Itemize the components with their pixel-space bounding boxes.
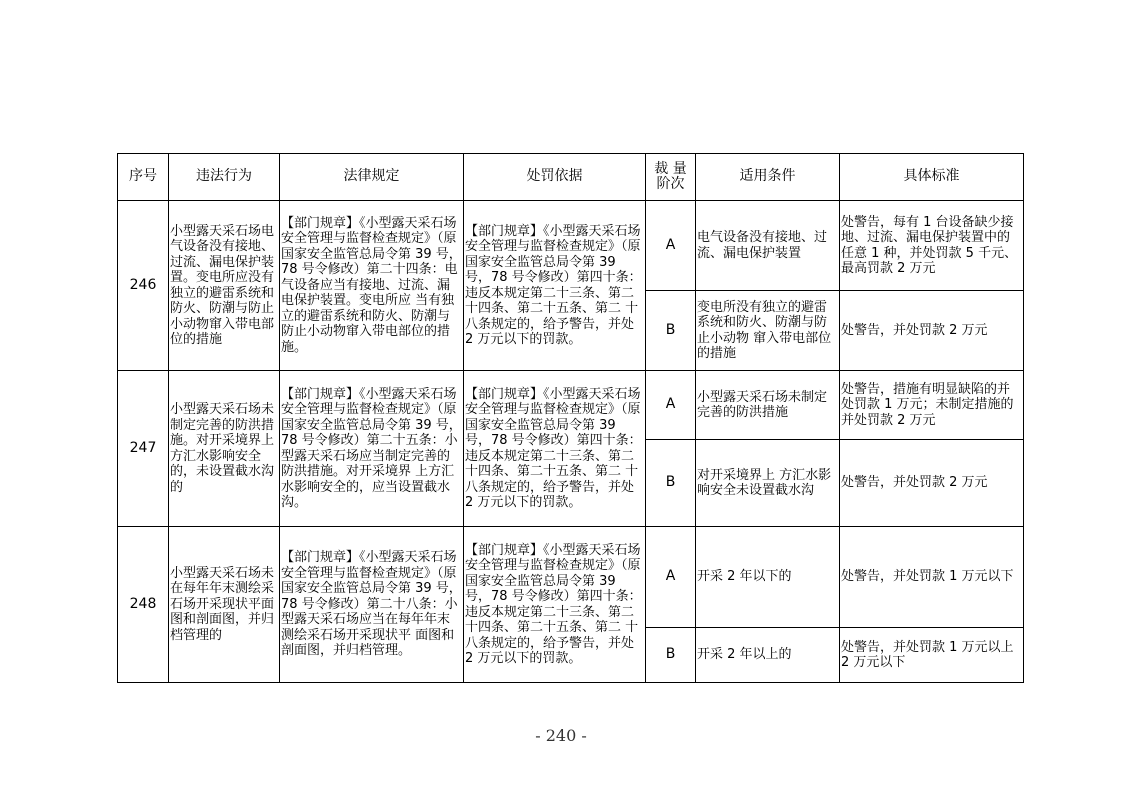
standard-cell: 处警告，并处罚款 2 万元 bbox=[840, 291, 1024, 371]
standard-cell: 处警告，每有 1 台设备缺少接地、过流、漏电保护装置中的任意 1 种，并处罚款 5 千元、 最高罚款 2 万元 bbox=[840, 201, 1024, 291]
header-law: 法律规定 bbox=[280, 154, 464, 201]
page-number: - 240 - bbox=[535, 726, 587, 745]
level-cell: A bbox=[646, 527, 696, 628]
law-text: 【部门规章】《小型露天采石场安全管理与监督检查规定》（原国家安全监管总局令第 39 号，78 号令修改）第二十八条：小型露天采石场应当在每年年末测绘采石场开采现状平 面图和剖面图，并归档管理。 bbox=[280, 527, 464, 683]
standard-cell: 处警告，并处罚款 2 万元 bbox=[840, 440, 1024, 527]
law-text: 【部门规章】《小型露天采石场安全管理与监督检查规定》（原国家安全监管总局令第 39 号，78 号令修改）第二十四条：电气设备应当有接地、过流、漏电保护装置。变电所应 当有独立的避雷系统和防火、防潮与防止小动物窜入带电部位的措施。 bbox=[280, 201, 464, 371]
header-basis: 处罚依据 bbox=[464, 154, 646, 201]
condition-cell: 电气设备没有接地、过流、漏电保护装置 bbox=[696, 201, 840, 291]
standard-cell: 处警告，并处罚款 1 万元以上 2 万元以下 bbox=[840, 628, 1024, 683]
standard-cell: 处警告，并处罚款 1 万元以下 bbox=[840, 527, 1024, 628]
condition-cell: 变电所没有独立的避雷系统和防火、防潮与防止小动物 窜入带电部位的措施 bbox=[696, 291, 840, 371]
level-cell: A bbox=[646, 371, 696, 440]
violation-text: 小型露天采石场未制定完善的防洪措施。对开采境界上方汇水影响安全的，未设置截水沟的 bbox=[169, 371, 280, 527]
condition-cell: 对开采境界上 方汇水影响安全未设置截水沟 bbox=[696, 440, 840, 527]
level-cell: B bbox=[646, 628, 696, 683]
row-number: 248 bbox=[118, 527, 169, 683]
header-cond: 适用条件 bbox=[696, 154, 840, 201]
condition-cell: 开采 2 年以下的 bbox=[696, 527, 840, 628]
table-row bbox=[118, 371, 1024, 440]
condition-cell: 小型露天采石场未制定完善的防洪措施 bbox=[696, 371, 840, 440]
level-cell: A bbox=[646, 201, 696, 291]
condition-cell: 开采 2 年以上的 bbox=[696, 628, 840, 683]
basis-text: 【部门规章】《小型露天采石场安全管理与监督检查规定》（原国家安全监管总局令第 39 号，78 号令修改）第四十条：违反本规定第二十三条、第二十四条、第二十五条、第二 十八条规定的，给予警告，并处 2 万元以下的罚款。 bbox=[464, 201, 646, 371]
law-text: 【部门规章】《小型露天采石场安全管理与监督检查规定》（原国家安全监管总局令第 39 号，78 号令修改）第二十五条：小型露天采石场应当制定完善的防洪措施。对开采境界 上方汇水影响安全的，应当设置截水沟。 bbox=[280, 371, 464, 527]
header-act: 违法行为 bbox=[169, 154, 280, 201]
row-number: 246 bbox=[118, 201, 169, 371]
basis-text: 【部门规章】《小型露天采石场安全管理与监督检查规定》（原国家安全监管总局令第 39 号，78 号令修改）第四十条：违反本规定第二十三条、第二十四条、第二十五条、第二 十八条规定的，给予警告，并处 2 万元以下的罚款。 bbox=[464, 527, 646, 683]
level-cell: B bbox=[646, 440, 696, 527]
basis-text: 【部门规章】《小型露天采石场安全管理与监督检查规定》（原国家安全监管总局令第 39 号，78 号令修改）第四十条：违反本规定第二十三条、第二十四条、第二十五条、第二 十八条规定的，给予警告，并处 2 万元以下的罚款。 bbox=[464, 371, 646, 527]
violation-text: 小型露天采石场电气设备没有接地、过流、漏电保护装置。变电所应没有独立的避雷系统和防火、防潮与防止小动物窜入带电部位的措施 bbox=[169, 201, 280, 371]
header-std: 具体标准 bbox=[840, 154, 1024, 201]
row-number: 247 bbox=[118, 371, 169, 527]
violation-text: 小型露天采石场未在每年年末测绘采石场开采现状平面图和剖面图，并归档管理的 bbox=[169, 527, 280, 683]
header-level: 裁 量 阶次 bbox=[646, 154, 696, 201]
level-cell: B bbox=[646, 291, 696, 371]
penalty-table bbox=[117, 153, 1024, 683]
header-row bbox=[118, 154, 1024, 201]
table-row bbox=[118, 201, 1024, 291]
header-no: 序号 bbox=[118, 154, 169, 201]
table-row bbox=[118, 527, 1024, 628]
standard-cell: 处警告，措施有明显缺陷的并处罚款 1 万元；未制定措施的并处罚款 2 万元 bbox=[840, 371, 1024, 440]
